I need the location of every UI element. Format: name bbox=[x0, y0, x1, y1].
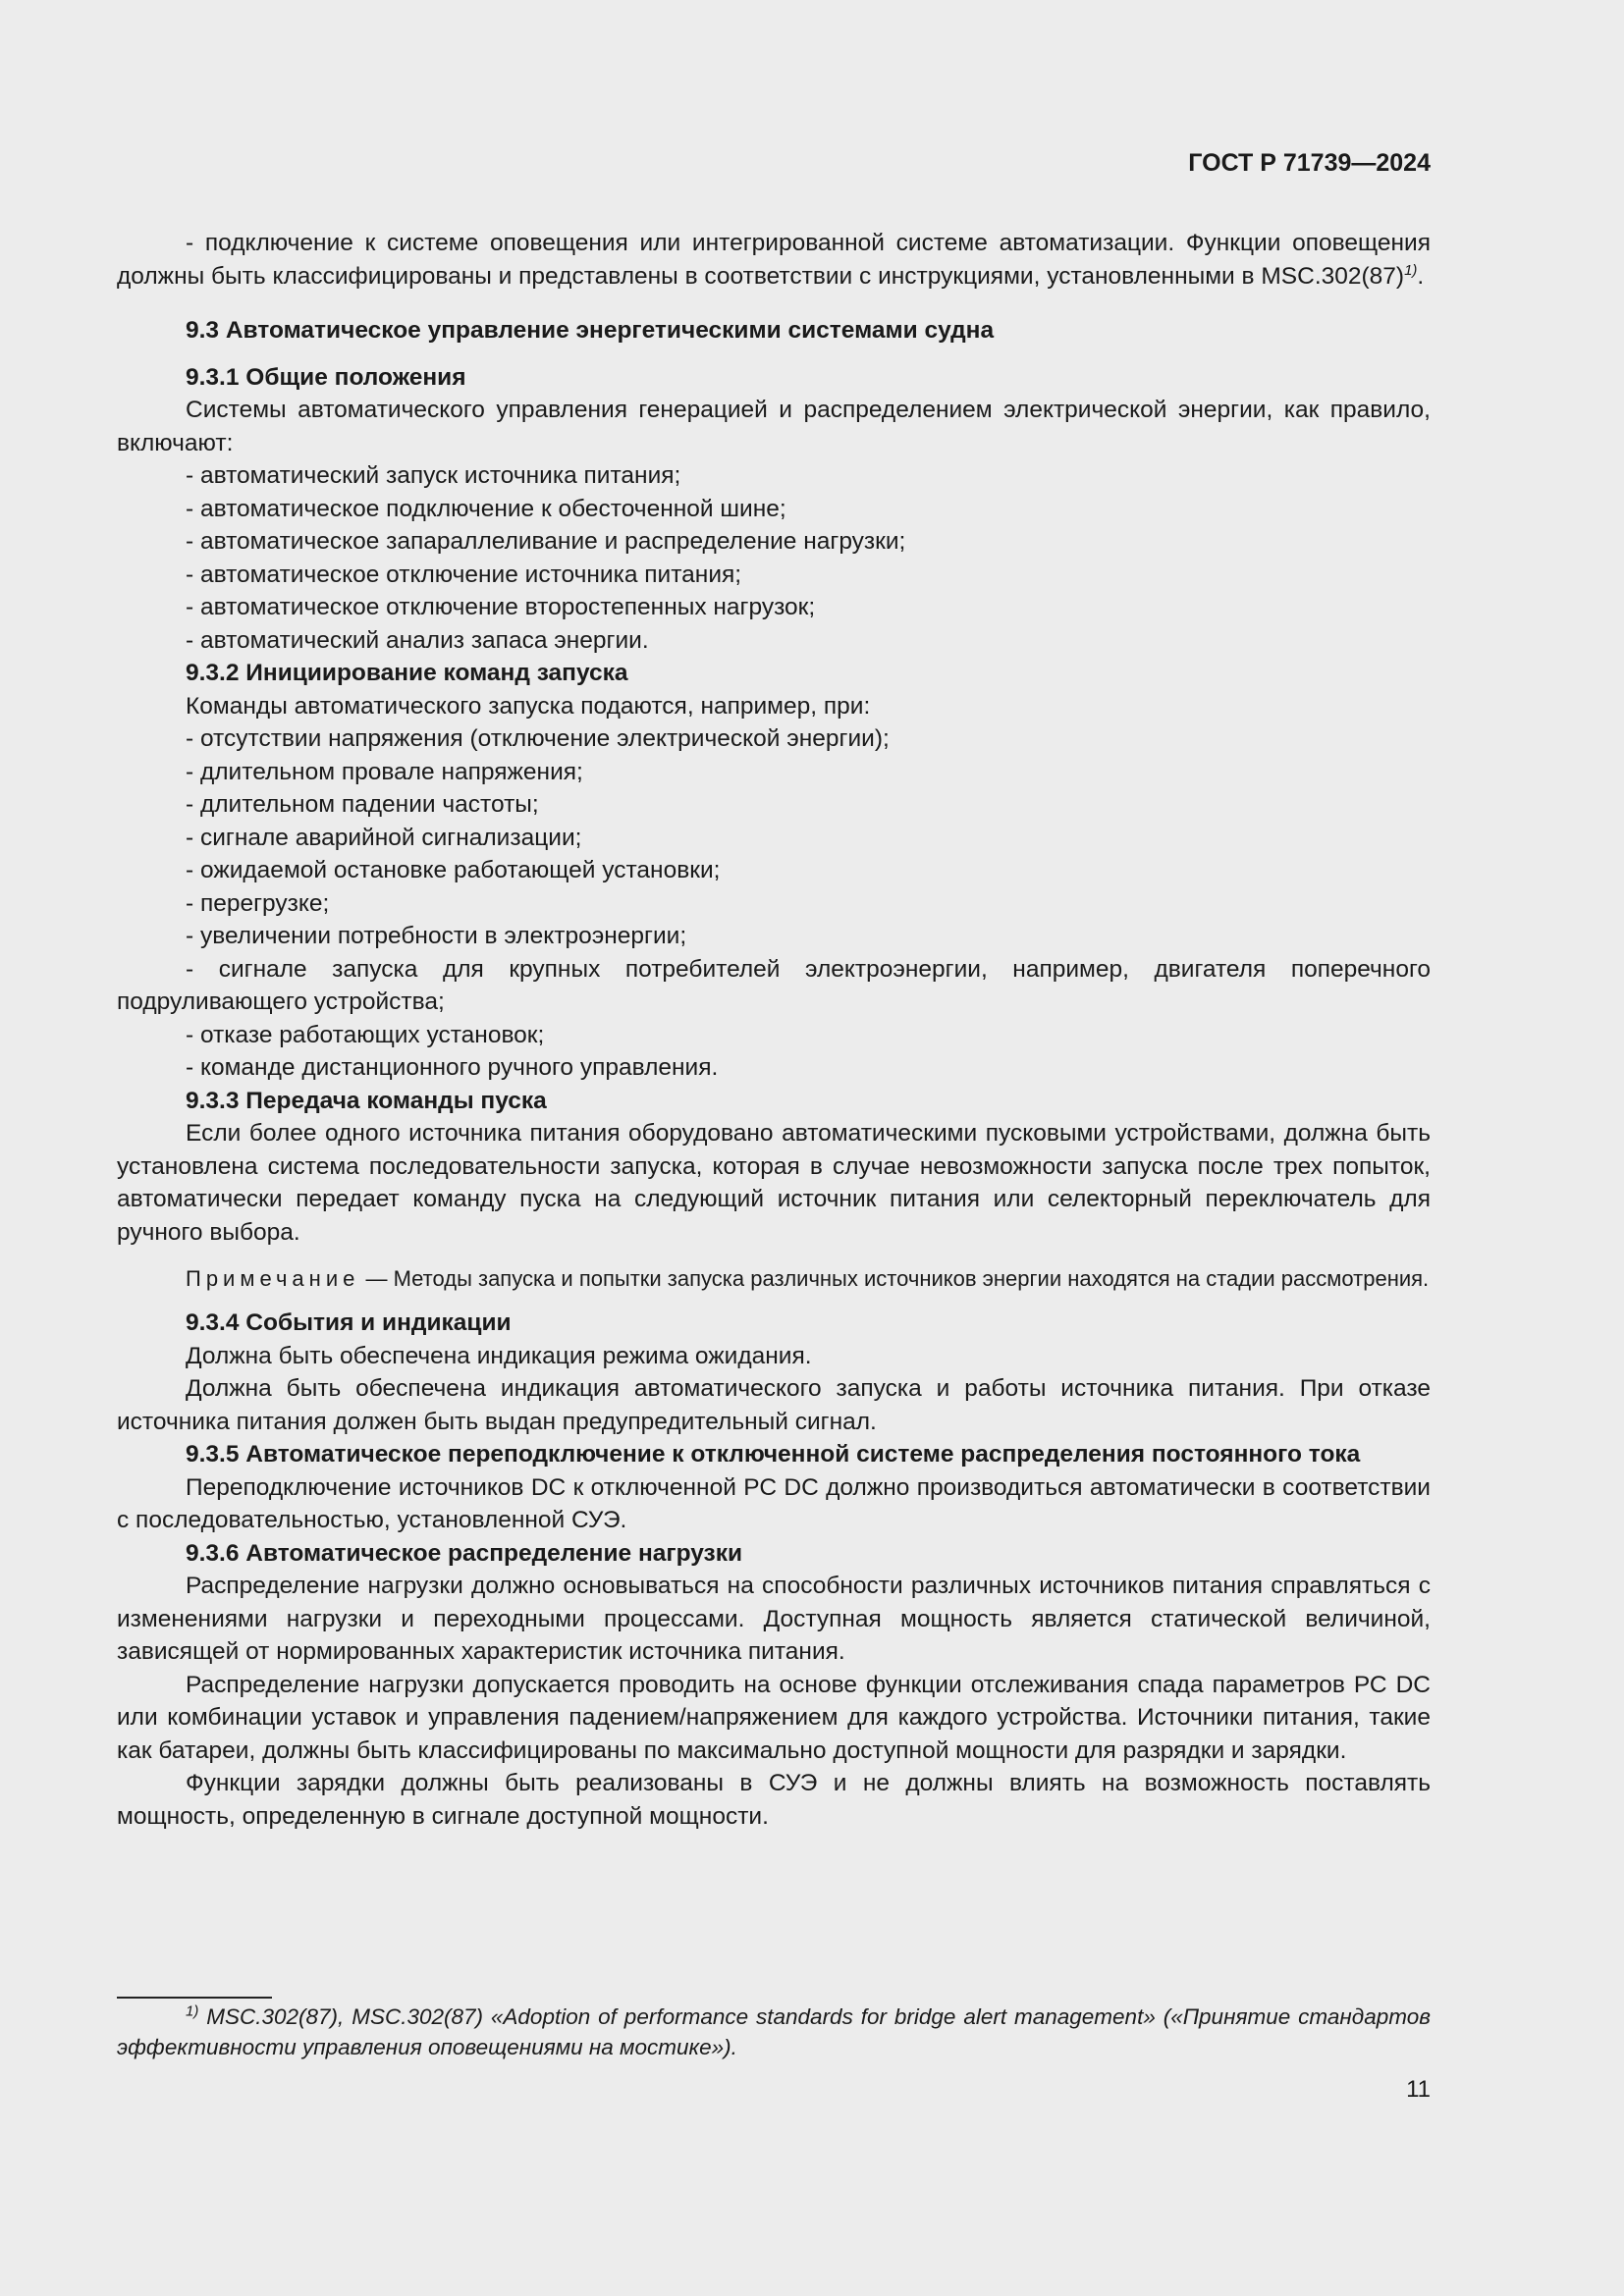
paragraph-9-3-6-a: Распределение нагрузки должно основываться на способности различных источников питания справляться с изменениями нагрузки и переходными процессами. Доступная мощность является статической величиной, зависящей от нормированных характеристик источника питания. bbox=[117, 1573, 1431, 1665]
page-number: 11 bbox=[1406, 2076, 1431, 2103]
footnote-text: MSC.302(87), MSC.302(87) «Adoption of performance standards for bridge alert management» («Принятие стандартов эффективности управления оповещениями на мостике»). bbox=[117, 2004, 1431, 2059]
list-item: - автоматический запуск источника питания; bbox=[186, 462, 681, 489]
note-label: Примечание bbox=[186, 1266, 360, 1291]
document-page bbox=[117, 0, 1431, 2296]
footnote-reference[interactable]: 1) bbox=[1404, 261, 1418, 279]
list-item: - отказе работающих установок; bbox=[186, 1021, 545, 1048]
paragraph-9-3-4-a: Должна быть обеспечена индикация режима ожидания. bbox=[186, 1342, 812, 1369]
section-heading-9-3-2: 9.3.2 Инициирование команд запуска bbox=[186, 660, 628, 686]
list-item: - длительном провале напряжения; bbox=[186, 758, 583, 785]
section-heading-9-3-4: 9.3.4 События и индикации bbox=[186, 1309, 512, 1336]
list-item-long: - сигнале запуска для крупных потребителей электроэнергии, например, двигателя поперечного подруливающего устройства; bbox=[117, 955, 1431, 1015]
footnote bbox=[117, 2002, 1431, 2062]
paragraph-9-3-6-b: Распределение нагрузки допускается проводить на основе функции отслеживания спада параметров РС DC или комбинации уставок и управления падением/напряжением для каждого устройства. Источники питания, такие как батареи, должны быть классифицированы по максимально доступной мощности для разрядки и зарядки. bbox=[117, 1671, 1431, 1764]
list-item: - увеличении потребности в электроэнергии; bbox=[186, 923, 687, 949]
page-content bbox=[117, 227, 1431, 1833]
section-heading-9-3-1: 9.3.1 Общие положения bbox=[186, 363, 466, 391]
list-item: - сигнале аварийной сигнализации; bbox=[186, 824, 582, 851]
section-heading-9-3-3: 9.3.3 Передача команды пуска bbox=[186, 1087, 547, 1114]
section-heading-9-3-6: 9.3.6 Автоматическое распределение нагрузки bbox=[186, 1539, 743, 1567]
paragraph-9-3-3: Если более одного источника питания оборудовано автоматическими пусковыми устройствами, должна быть установлена система последовательности запуска, которая в случае невозможности запуска после трех попыток, автоматически передает команду пуска на следующий источник питания или селекторный переключатель для ручного выбора. bbox=[117, 1120, 1431, 1246]
note-paragraph: Примечание — Методы запуска и попытки запуска различных источников энергии находятся на стадии рассмотрения. bbox=[186, 1266, 1430, 1291]
paragraph-9-3-2: Команды автоматического запуска подаются, например, при: bbox=[186, 692, 871, 720]
footnote-divider bbox=[117, 1997, 272, 1999]
list-item: - длительном падении частоты; bbox=[186, 791, 539, 818]
paragraph-9-3-6-c: Функции зарядки должны быть реализованы в СУЭ и не должны влиять на возможность поставлять мощность, определенную в сигнале доступной мощности. bbox=[117, 1770, 1431, 1830]
section-heading-9-3-5: 9.3.5 Автоматическое переподключение к отключенной системе распределения постоянного тока bbox=[186, 1441, 1361, 1468]
list-item: - отсутствии напряжения (отключение электрической энергии); bbox=[186, 725, 890, 752]
footnote-mark: 1) bbox=[186, 2002, 199, 2020]
list-item: - перегрузке; bbox=[186, 889, 330, 917]
list-item: - автоматический анализ запаса энергии. bbox=[186, 626, 649, 654]
intro-paragraph: - подключение к системе оповещения или интегрированной системе автоматизации. Функции оповещения должны быть классифицированы и представлены в соответствии с инструкциями, установленными в $MSC.302(87)^{1)}$. bbox=[117, 230, 1431, 290]
standard-code: ГОСТ Р 71739—2024 bbox=[1188, 149, 1431, 177]
list-item: - автоматическое подключение к обесточенной шине; bbox=[186, 495, 786, 522]
list-item: - ожидаемой остановке работающей установки; bbox=[186, 857, 721, 883]
paragraph-9-3-5: Переподключение источников DC к отключенной РС DC должно производиться автоматически в соответствии с последовательностью, установленной СУЭ. bbox=[117, 1473, 1431, 1533]
paragraph-9-3-1: Системы автоматического управления генерацией и распределением электрической энергии, как правило, включают: bbox=[117, 397, 1431, 456]
list-item: - автоматическое отключение источника питания; bbox=[186, 561, 742, 588]
list-item: - команде дистанционного ручного управления. bbox=[186, 1054, 719, 1081]
list-item: - автоматическое запараллеливание и распределение нагрузки; bbox=[186, 528, 906, 555]
list-item: - автоматическое отключение второстепенных нагрузок; bbox=[186, 594, 816, 620]
paragraph-9-3-4-b: Должна быть обеспечена индикация автоматического запуска и работы источника питания. При отказе источника питания должен быть выдан предупредительный сигнал. bbox=[117, 1375, 1431, 1435]
section-heading-9-3: 9.3 Автоматическое управление энергетическими системами судна bbox=[186, 317, 995, 344]
